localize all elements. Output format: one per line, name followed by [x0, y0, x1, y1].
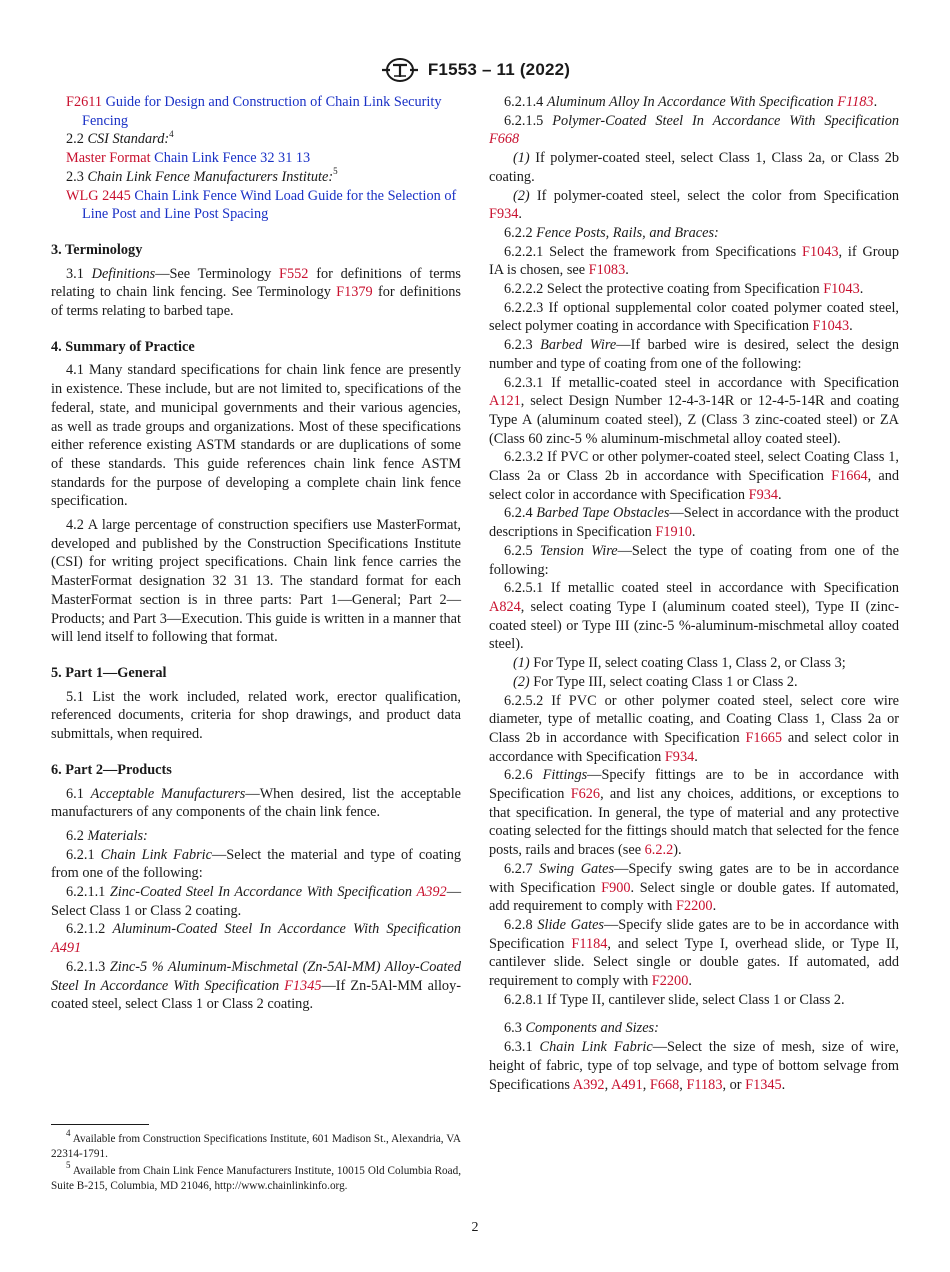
- ref-f1665[interactable]: F1665: [745, 729, 783, 746]
- ref-a392[interactable]: A392: [416, 884, 447, 901]
- section-4-1: 4.1 Many standard specifications for chain link fence are presently in existence. These include, but are not limited to, specifications of the federal, state, and municipal governments and their various agencies, as well as trade groups and organizations. Most of these specifications either reference existing ASTM standards or are duplications of some of these standards. This guide references chain link fence ASTM standards for the purpose of developing a complete chain link fence specification.: [51, 362, 461, 510]
- ref-f1183[interactable]: F1183: [686, 1076, 723, 1093]
- ref-f1183[interactable]: F1183: [837, 94, 874, 110]
- footnote-4: $^4$ Available from Construction Specifications Institute, 601 Madison St., Alexandria, VA 22314-1791.: [51, 1128, 461, 1160]
- item-6-2-5-1-2: (2) For Type III, select coating Class 1 or Class 2.: [513, 673, 798, 690]
- section-6-2-2-3: 6.2.2.3 If optional supplemental color coated polymer coated steel, select polymer coating in accordance with Specification F1043.: [489, 299, 899, 335]
- section-6-2-3-2: 6.2.3.2 If PVC or other polymer-coated steel, select Coating Class 1, Class 2a or Class 2b in accordance with Specification F1664, and select color in accordance with Specification F934.: [489, 449, 900, 503]
- section-6-1: 6.1 Acceptable Manufacturers—When desired, list the acceptable manufacturers of any components of the chain link fence.: [51, 785, 462, 821]
- ref-code[interactable]: WLG 2445: [66, 187, 131, 204]
- ref-f1043[interactable]: F1043: [812, 318, 850, 335]
- section-6-2-1-3: 6.2.1.3 Zinc-5 % Aluminum-Mischmetal (Zn-5Al-MM) Alloy-Coated Steel In Accordance With Specification F1345—If Zn-5Al-MM alloy-coated steel, select Class 1 or Class 2 coating.: [51, 958, 461, 1013]
- ref-f934[interactable]: F934: [664, 748, 695, 765]
- section-6-2-8-1: 6.2.8.1 If Type II, cantilever slide, select Class 1 or Class 2.: [504, 991, 845, 1008]
- heading-terminology: 3. Terminology: [51, 241, 143, 258]
- reference-wlg2445: [51, 187, 461, 224]
- ref-title[interactable]: Chain Link Fence 32 31 13: [154, 150, 311, 167]
- item-6-2-5-1-1: (1) For Type II, select coating Class 1, Class 2, or Class 3;: [513, 655, 846, 672]
- ref-a491[interactable]: A491: [610, 1076, 643, 1093]
- ref-f668[interactable]: F668: [649, 1076, 680, 1093]
- document-designation: F1553 – 11 (2022): [427, 60, 571, 79]
- section-6-2-7: 6.2.7 Swing Gates—Specify swing gates are to be in accordance with Specification F900. Select single or double gates. If automated, add requirement to comply with F2200.: [489, 860, 900, 915]
- ref-code[interactable]: Master Format: [66, 150, 151, 167]
- ref-f1379[interactable]: F1379: [336, 284, 373, 301]
- ref-a824[interactable]: A824: [489, 598, 521, 615]
- section-6-2-4: 6.2.4 Barbed Tape Obstacles—Select in accordance with the product descriptions in Specification F1910.: [489, 505, 900, 541]
- reference-masterformat: [51, 149, 461, 168]
- section-6-2-6: 6.2.6 Fittings—Specify fittings are to be in accordance with Specification F626, and list any choices, additions, or exceptions to that specification. In general, the type of material and any protective coating selected for the fittings should match that selected for the fence posts, rails and braces (see 6.2.2).: [489, 767, 899, 859]
- ref-a121[interactable]: A121: [489, 393, 521, 410]
- ref-a392[interactable]: A392: [572, 1076, 605, 1093]
- section-4-2: 4.2 A large percentage of construction specifiers use MasterFormat, developed and published by the Construction Specifications Institute (CSI) for writing project specifications. Chain link fence carries the MasterFormat designation 32 31 13. The standard format for each MasterFormat section is in three parts: Part 1—General; Part 2—Products; and Part 3—Execution. This guide is written in a manner that will lend itself to following that format.: [51, 517, 461, 646]
- item-6-2-1-5-2: (2) If polymer-coated steel, select the color from Specification F934.: [489, 187, 899, 223]
- section-6-2-1-2: 6.2.1.2 Aluminum-Coated Steel In Accordance With Specification A491: [51, 921, 462, 957]
- footnote-ref[interactable]: 5: [333, 166, 338, 177]
- right-column: [489, 93, 899, 1094]
- section-6-2-3: 6.2.3 Barbed Wire—If barbed wire is desired, select the design number and type of coating from one of the following:: [489, 337, 900, 372]
- ref-6-2-2[interactable]: 6.2.2: [644, 842, 674, 859]
- footnote-divider: [51, 1124, 149, 1125]
- ref-f1184[interactable]: F1184: [571, 935, 608, 952]
- item-6-2-1-5-1: (1) If polymer-coated steel, select Class 1, Class 2a, or Class 2b coating.: [489, 150, 899, 185]
- section-6-2-2: 6.2.2 Fence Posts, Rails, and Braces:: [504, 224, 719, 241]
- ref-f626[interactable]: F626: [570, 786, 601, 803]
- ref-title[interactable]: Chain Link Fence Wind Load Guide for the Selection of Line Post and Line Post Spacing: [82, 187, 457, 223]
- section-6-2-2-1: 6.2.2.1 Select the framework from Specifications F1043, if Group IA is chosen, see F1083.: [489, 243, 899, 279]
- ref-f1910[interactable]: F1910: [655, 524, 692, 541]
- ref-f668[interactable]: F668: [489, 131, 520, 148]
- section-2-2: 2.2 CSI Standard:$^4$: [66, 128, 174, 148]
- section-6-3-1: 6.3.1 Chain Link Fabric—Select the size of mesh, size of wire, height of fabric, type of top selvage, and type of bottom selvage from Specifications A392, A491, F668, F1183, or F1345.: [489, 1039, 900, 1093]
- section-6-2-1-4: 6.2.1.4 Aluminum Alloy In Accordance With Specification F1183.: [504, 94, 878, 110]
- section-6-2-1: 6.2.1 Chain Link Fabric—Select the material and type of coating from one of the following:: [51, 846, 461, 882]
- astm-logo-icon: [380, 57, 420, 83]
- ref-code[interactable]: F2611: [66, 94, 103, 110]
- ref-f1345[interactable]: F1345: [284, 977, 322, 994]
- ref-f934[interactable]: F934: [489, 206, 519, 223]
- footnote-ref[interactable]: 4: [169, 128, 174, 139]
- section-6-3: 6.3 Components and Sizes:: [504, 1020, 659, 1037]
- ref-f1083[interactable]: F1083: [588, 262, 626, 279]
- section-3-1: 3.1 Definitions—See Terminology F552 for definitions of terms relating to chain link fencing. See Terminology F1379 for definitions of terms relating to barbed tape.: [51, 265, 461, 320]
- section-6-2-2-2: 6.2.2.2 Select the protective coating from Specification F1043.: [504, 281, 864, 298]
- reference-f2611: [51, 93, 461, 130]
- ref-f934[interactable]: F934: [748, 486, 779, 503]
- ref-f1345[interactable]: F1345: [745, 1076, 782, 1093]
- section-6-2-3-1: 6.2.3.1 If metallic-coated steel in accordance with Specification A121, select Design Number 12-4-3-14R or 12-4-5-14R and coating Type A (aluminum coated steel), Z (Class 3 zinc-coated steel) or ZA (Class 60 zinc-5 % aluminum-mischmetal alloy coated steel).: [489, 374, 899, 447]
- section-6-2-5-1: 6.2.5.1 If metallic coated steel in accordance with Specification A824, select coating Type I (aluminum coated steel), Type II (zinc-coated steel) or Type III (zinc-5 %-aluminum-mischmetal alloy coated steel).: [489, 580, 899, 653]
- section-6-2-8: 6.2.8 Slide Gates—Specify slide gates are to be in accordance with Specification F1184, and select Type I, overhead slide, or Type II, cantilever slide. Select single or double gates. If automated, add requirement to comply with F2200.: [489, 916, 900, 990]
- left-column: [51, 93, 461, 1014]
- page-number: 2: [471, 1220, 479, 1235]
- footnote-5: $^5$ Available from Chain Link Fence Manufacturers Institute, 10015 Old Columbia Road, Suite B-215, Columbia, MD 21046, http://www.chainlinkinfo.org.: [51, 1160, 461, 1192]
- ref-f1043[interactable]: F1043: [823, 281, 860, 298]
- heading-part1: 5. Part 1—General: [51, 664, 167, 681]
- section-6-2-5-2: 6.2.5.2 If PVC or other polymer coated steel, select core wire diameter, type of metallic coating, and Coating Class 1, Class 2a or Class 2b in accordance with Specification F1665 and select color in accordance with Specification F934.: [489, 692, 899, 765]
- heading-summary: 4. Summary of Practice: [51, 338, 195, 355]
- section-6-2-5: 6.2.5 Tension Wire—Select the type of coating from one of the following:: [489, 542, 900, 578]
- section-6-2-1-5: 6.2.1.5 Polymer-Coated Steel In Accordance With Specification F668: [489, 112, 899, 148]
- section-6-2: 6.2 Materials:: [66, 827, 148, 844]
- ref-a491[interactable]: A491: [51, 940, 82, 957]
- page-header: [0, 56, 950, 84]
- ref-f900[interactable]: F900: [601, 879, 631, 896]
- heading-part2: 6. Part 2—Products: [51, 761, 172, 778]
- ref-title[interactable]: Guide for Design and Construction of Chain Link Security Fencing: [82, 94, 442, 129]
- section-2-3: 2.3 Chain Link Fence Manufacturers Institute:$^5$: [66, 166, 338, 185]
- ref-f1664[interactable]: F1664: [831, 468, 868, 485]
- ref-f1043[interactable]: F1043: [802, 243, 839, 260]
- section-6-2-1-1: 6.2.1.1 Zinc-Coated Steel In Accordance With Specification A392—Select Class 1 or Class 2 coating.: [51, 884, 461, 919]
- ref-f2200[interactable]: F2200: [651, 973, 689, 990]
- ref-f552[interactable]: F552: [279, 265, 309, 282]
- ref-f2200[interactable]: F2200: [676, 898, 713, 915]
- section-5-1: 5.1 List the work included, related work, erector qualification, referenced documents, criteria for shop drawings, and product data submittals, when required.: [51, 688, 461, 743]
- footnotes: [51, 1128, 461, 1196]
